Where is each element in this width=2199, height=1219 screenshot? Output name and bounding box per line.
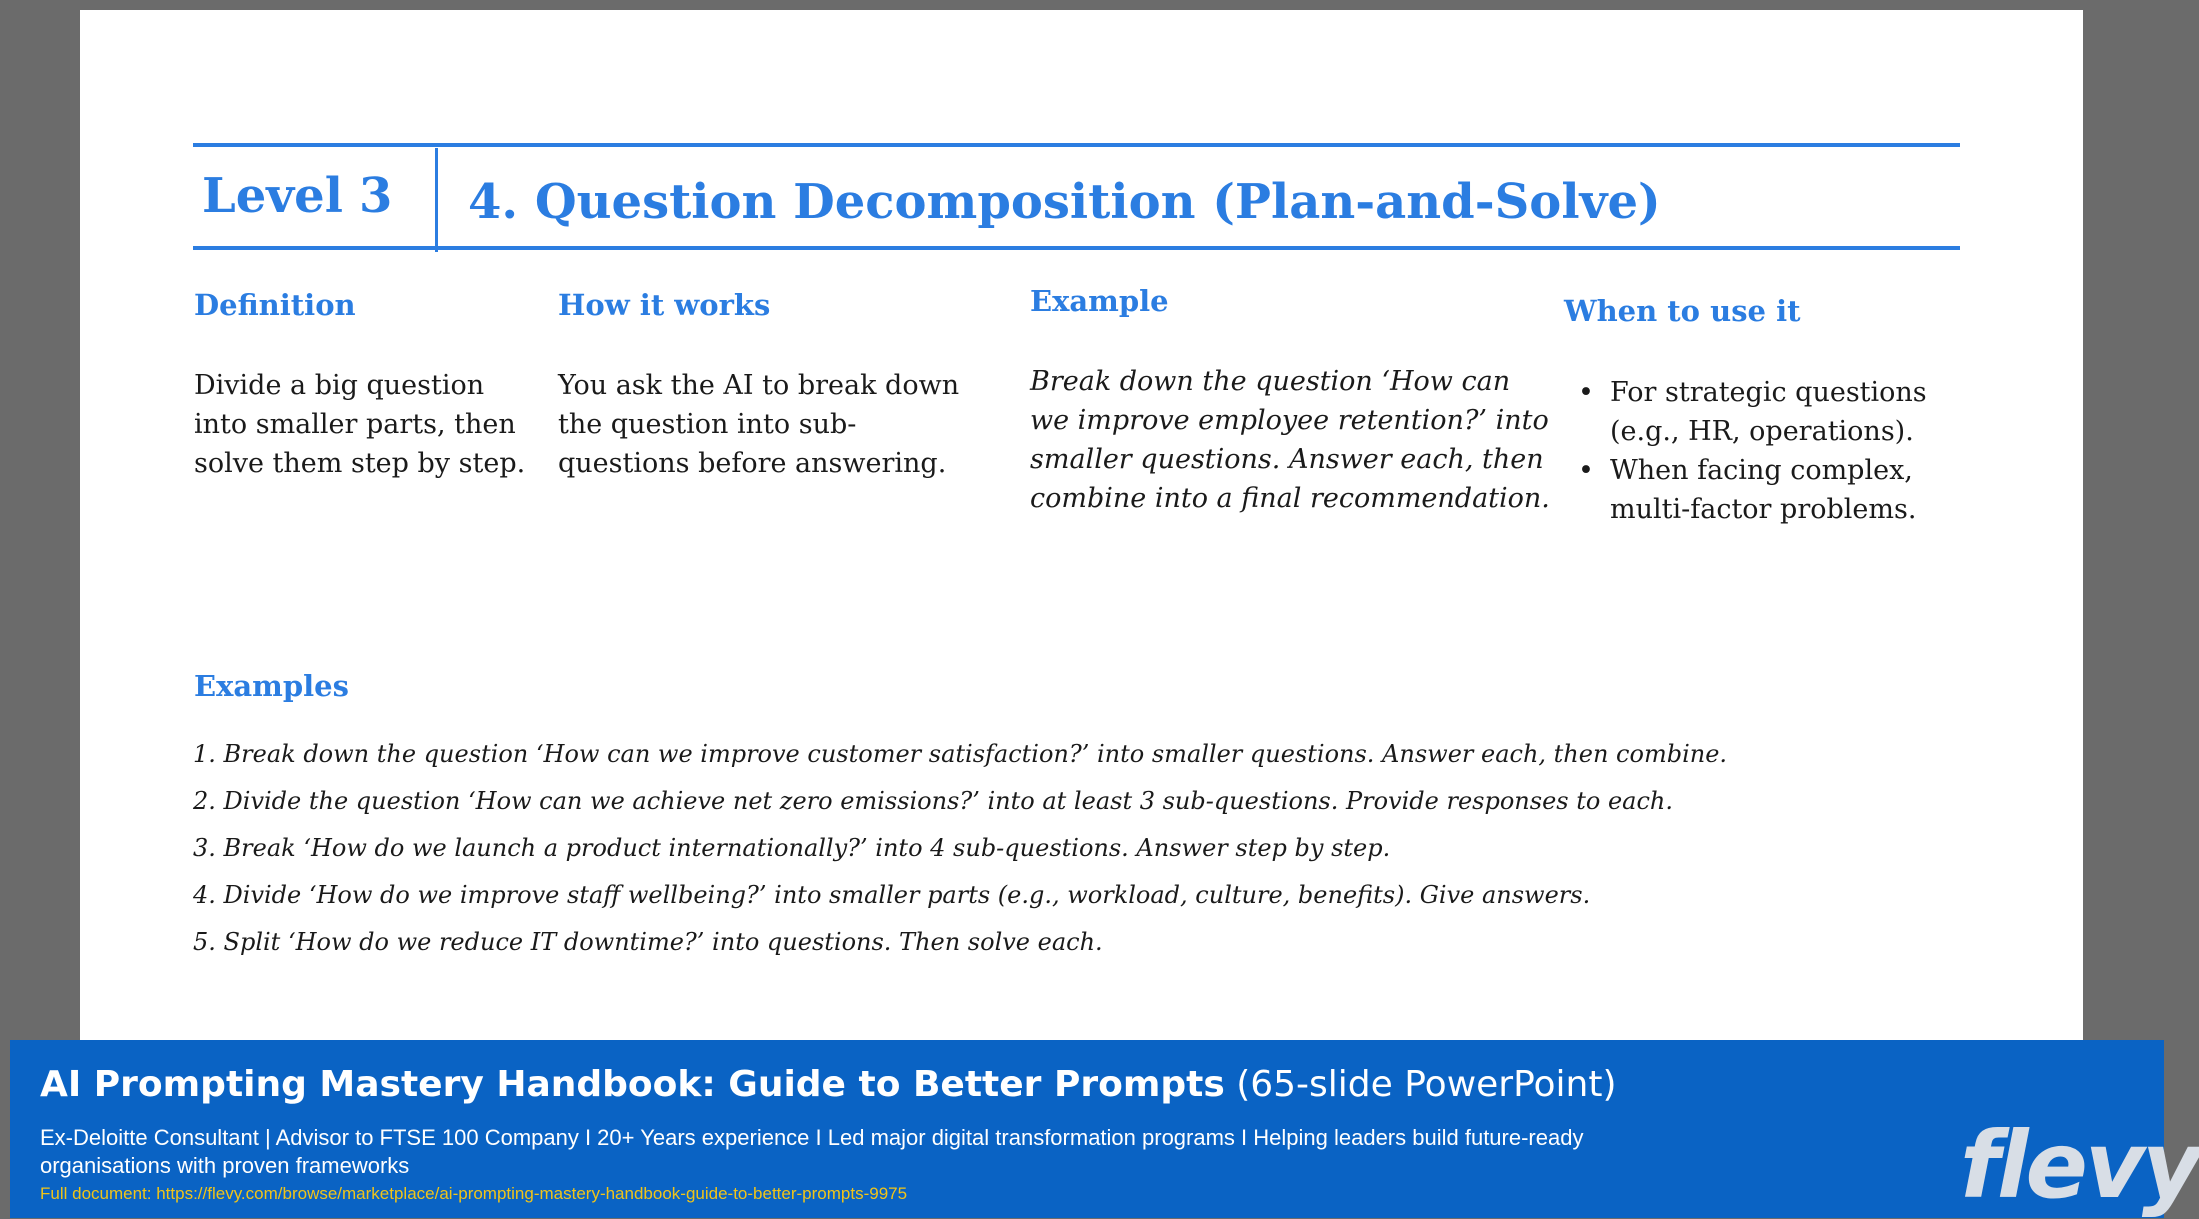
title-divider [435, 148, 438, 252]
example-text: Break down the question ‘How can we improve employee retention?’ into smaller questions. Answer each, then combine into a final recommendation. [1030, 366, 1550, 514]
example-item: 4. Divide ‘How do we improve staff wellbeing?’ into smaller parts (e.g., workload, culture, benefits). Give answers. [193, 881, 1591, 909]
list-item [1564, 373, 1964, 451]
document-title: AI Prompting Mastery Handbook: Guide to Better Prompts [40, 1064, 1225, 1105]
definition-text: Divide a big question into smaller parts, then solve them step by step. [194, 370, 526, 479]
example-item: 3. Break ‘How do we launch a product internationally?’ into 4 sub-questions. Answer step by step. [193, 834, 1391, 862]
title-top-rule [193, 143, 1960, 147]
examples-heading: Examples [194, 669, 349, 703]
author-description: Ex-Deloitte Consultant | Advisor to FTSE 100 Company I 20+ Years experience I Led major digital transformation programs I Helping leaders build future-ready organisations with proven frameworks [40, 1125, 1584, 1178]
flevy-logo[interactable]: flevy [1960, 1112, 2199, 1219]
list-item-text: For strategic questions (e.g., HR, operations). [1610, 377, 1927, 447]
example-item: 5. Split ‘How do we reduce IT downtime?’ into questions. Then solve each. [193, 928, 1103, 956]
title-bottom-rule [193, 246, 1960, 250]
level-text: Level [202, 168, 343, 224]
example-item: 1. Break down the question ‘How can we improve customer satisfaction?’ into smaller questions. Answer each, then combine. [193, 740, 1728, 768]
when-to-use-list [1564, 373, 1964, 529]
page-title: 4. Question Decomposition (Plan-and-Solve) [468, 174, 1661, 230]
how-it-works-text: You ask the AI to break down the question into sub-questions before answering. [558, 370, 960, 479]
level-label [202, 168, 392, 224]
example-item: 2. Divide the question ‘How can we achieve net zero emissions?’ into at least 3 sub-questions. Provide responses to each. [193, 787, 1673, 815]
list-item [1564, 451, 1964, 529]
footer-banner [10, 1040, 2199, 1219]
definition-heading: Definition [194, 288, 356, 322]
how-it-works-heading: How it works [558, 288, 771, 322]
example-heading: Example [1030, 284, 1169, 318]
bullet-icon: • [1578, 455, 1594, 486]
examples-list [193, 740, 1727, 975]
bullet-icon: • [1578, 377, 1594, 408]
list-item-text: When facing complex, multi-factor problems. [1610, 455, 1917, 525]
document-link[interactable]: Full document: https://flevy.com/browse/marketplace/ai-prompting-mastery-handbook-guide-to-better-prompts-9975 [40, 1184, 908, 1203]
footer-title [40, 1064, 1617, 1105]
slide [80, 10, 2083, 1040]
when-to-use-heading: When to use it [1564, 294, 1801, 328]
level-number: 3 [358, 168, 393, 224]
document-subtitle: (65-slide PowerPoint) [1236, 1064, 1617, 1105]
